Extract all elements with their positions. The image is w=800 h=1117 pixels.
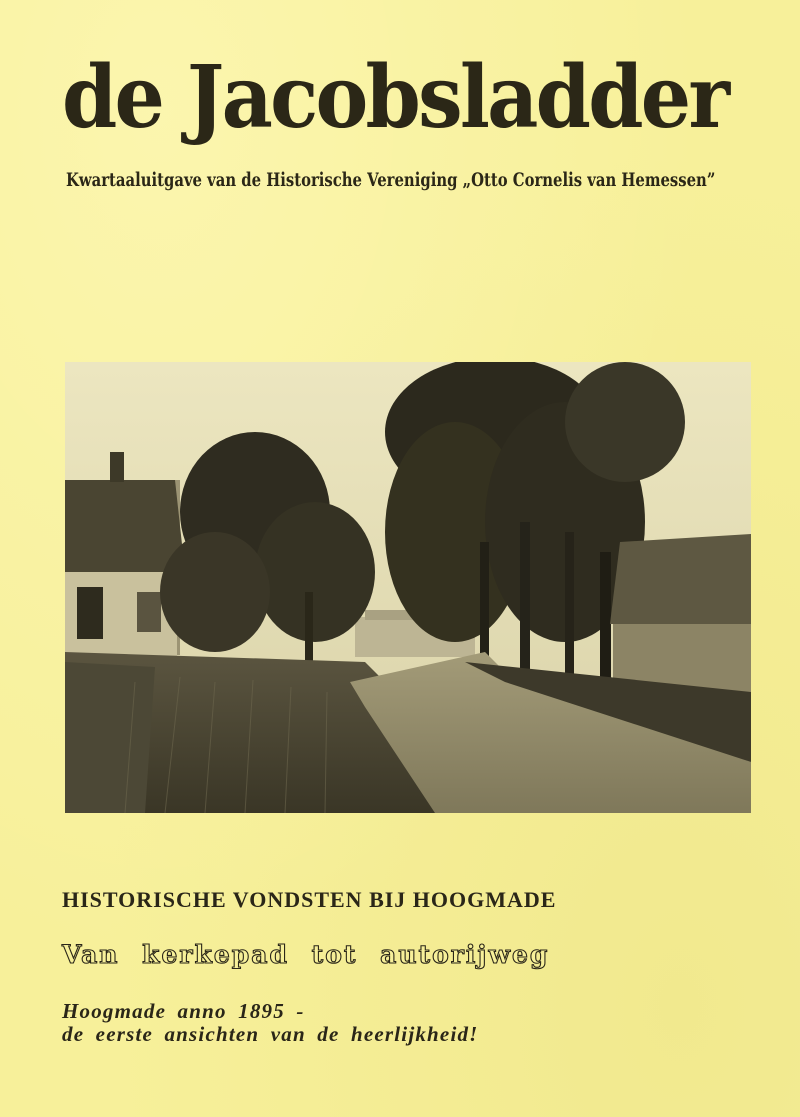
magazine-subtitle: Kwartaaluitgave van de Historische Vereniging „Otto Cornelis van Hemessen” [66, 169, 716, 191]
secondary-headline: Van kerkepad tot autorijweg [62, 940, 550, 969]
cover-photo [65, 362, 751, 813]
tertiary-headline [62, 1000, 479, 1046]
village-road-photo-icon [65, 362, 751, 813]
tertiary-headline-line1: Hoogmade anno 1895 - [62, 999, 305, 1023]
tertiary-headline-line2: de eerste ansichten van de heerlijkheid! [62, 1022, 479, 1046]
main-headline: HISTORISCHE VONDSTEN BIJ HOOGMADE [62, 887, 557, 912]
magazine-title: de Jacobsladder [62, 47, 728, 148]
